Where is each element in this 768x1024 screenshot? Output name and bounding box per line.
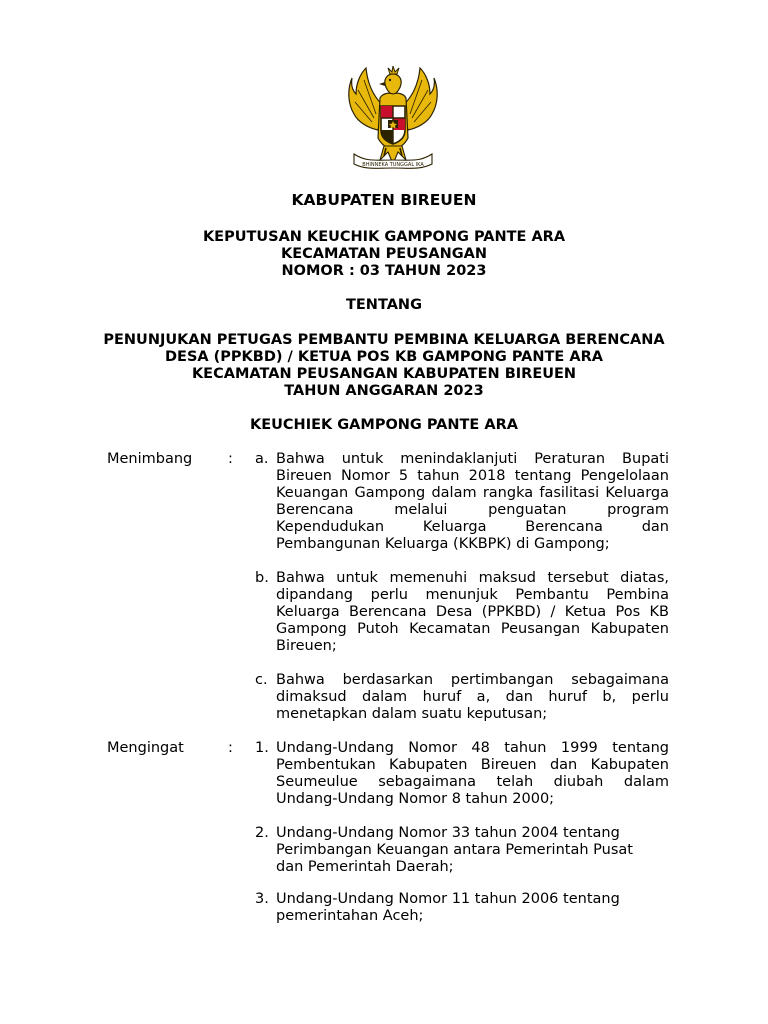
about-heading: TENTANG: [346, 297, 422, 313]
subject-line-2: DESA (PPKBD) / KETUA POS KB GAMPONG PANTE ARA: [165, 349, 603, 365]
subject-line-4: TAHUN ANGGARAN 2023: [284, 383, 484, 399]
mengingat-item-2-marker: 2.: [255, 825, 269, 841]
garuda-pancasila-emblem-icon: [346, 60, 440, 172]
decree-title-line-1: KEPUTUSAN KEUCHIK GAMPONG PANTE ARA: [202, 229, 566, 245]
subject-line-3: KECAMATAN PEUSANGAN KABUPATEN BIREUEN: [191, 366, 577, 382]
menimbang-item-a-text: Bahwa untuk menindaklanjuti Peraturan Bupati Bireuen Nomor 5 tahun 2018 tentang Pengelolaan Keuangan Gampong dalam rangka fasilitasi Keluarga Berencana melalui penguatan program Kependudukan Keluarga Berencana dan Pembangunan Keluarga (KKBPK) di Gampong;: [276, 451, 669, 552]
mengingat-item-3-marker: 3.: [255, 891, 269, 907]
menimbang-item-c-marker: c.: [255, 672, 268, 688]
issuer-heading: KEUCHIEK GAMPONG PANTE ARA: [250, 417, 518, 433]
subject-line-1: PENUNJUKAN PETUGAS PEMBANTU PEMBINA KELUARGA BERENCANA: [103, 332, 665, 348]
mengingat-item-3-text: Undang-Undang Nomor 11 tahun 2006 tentang pemerintahan Aceh;: [276, 891, 620, 924]
mengingat-colon: :: [228, 740, 233, 756]
mengingat-item-1-text: Undang-Undang Nomor 48 tahun 1999 tentang Pembentukan Kabupaten Bireuen dan Kabupaten Seumeulue sebagaimana telah diubah dalam Undang-Undang Nomor 8 tahun 2000;: [276, 740, 669, 807]
mengingat-item-2-text: Undang-Undang Nomor 33 tahun 2004 tentang Perimbangan Keuangan antara Pemerintah Pusat dan Pemerintah Daerah;: [276, 825, 633, 875]
menimbang-label: Menimbang: [107, 451, 193, 467]
decree-title-line-2: KECAMATAN PEUSANGAN: [280, 246, 488, 262]
mengingat-label: Mengingat: [107, 740, 184, 756]
menimbang-item-b-marker: b.: [255, 570, 269, 586]
menimbang-item-c-text: Bahwa berdasarkan pertimbangan sebagaimana dimaksud dalam huruf a, dan huruf b, perlu menetapkan dalam suatu keputusan;: [276, 672, 669, 722]
menimbang-colon: :: [228, 451, 233, 467]
mengingat-item-1-marker: 1.: [255, 740, 269, 756]
region-title: KABUPATEN BIREUEN: [291, 191, 477, 209]
menimbang-item-a-marker: a.: [255, 451, 269, 467]
decree-number: NOMOR : 03 TAHUN 2023: [281, 263, 487, 279]
menimbang-item-b-text: Bahwa untuk memenuhi maksud tersebut diatas, dipandang perlu menunjuk Pembantu Pembina Keluarga Berencana Desa (PPKBD) / Ketua Pos KB Gampong Putoh Kecamatan Peusangan Kabupaten Bireuen;: [276, 570, 669, 654]
emblem-motto: BHINNEKA TUNGGAL IKA: [362, 162, 424, 168]
